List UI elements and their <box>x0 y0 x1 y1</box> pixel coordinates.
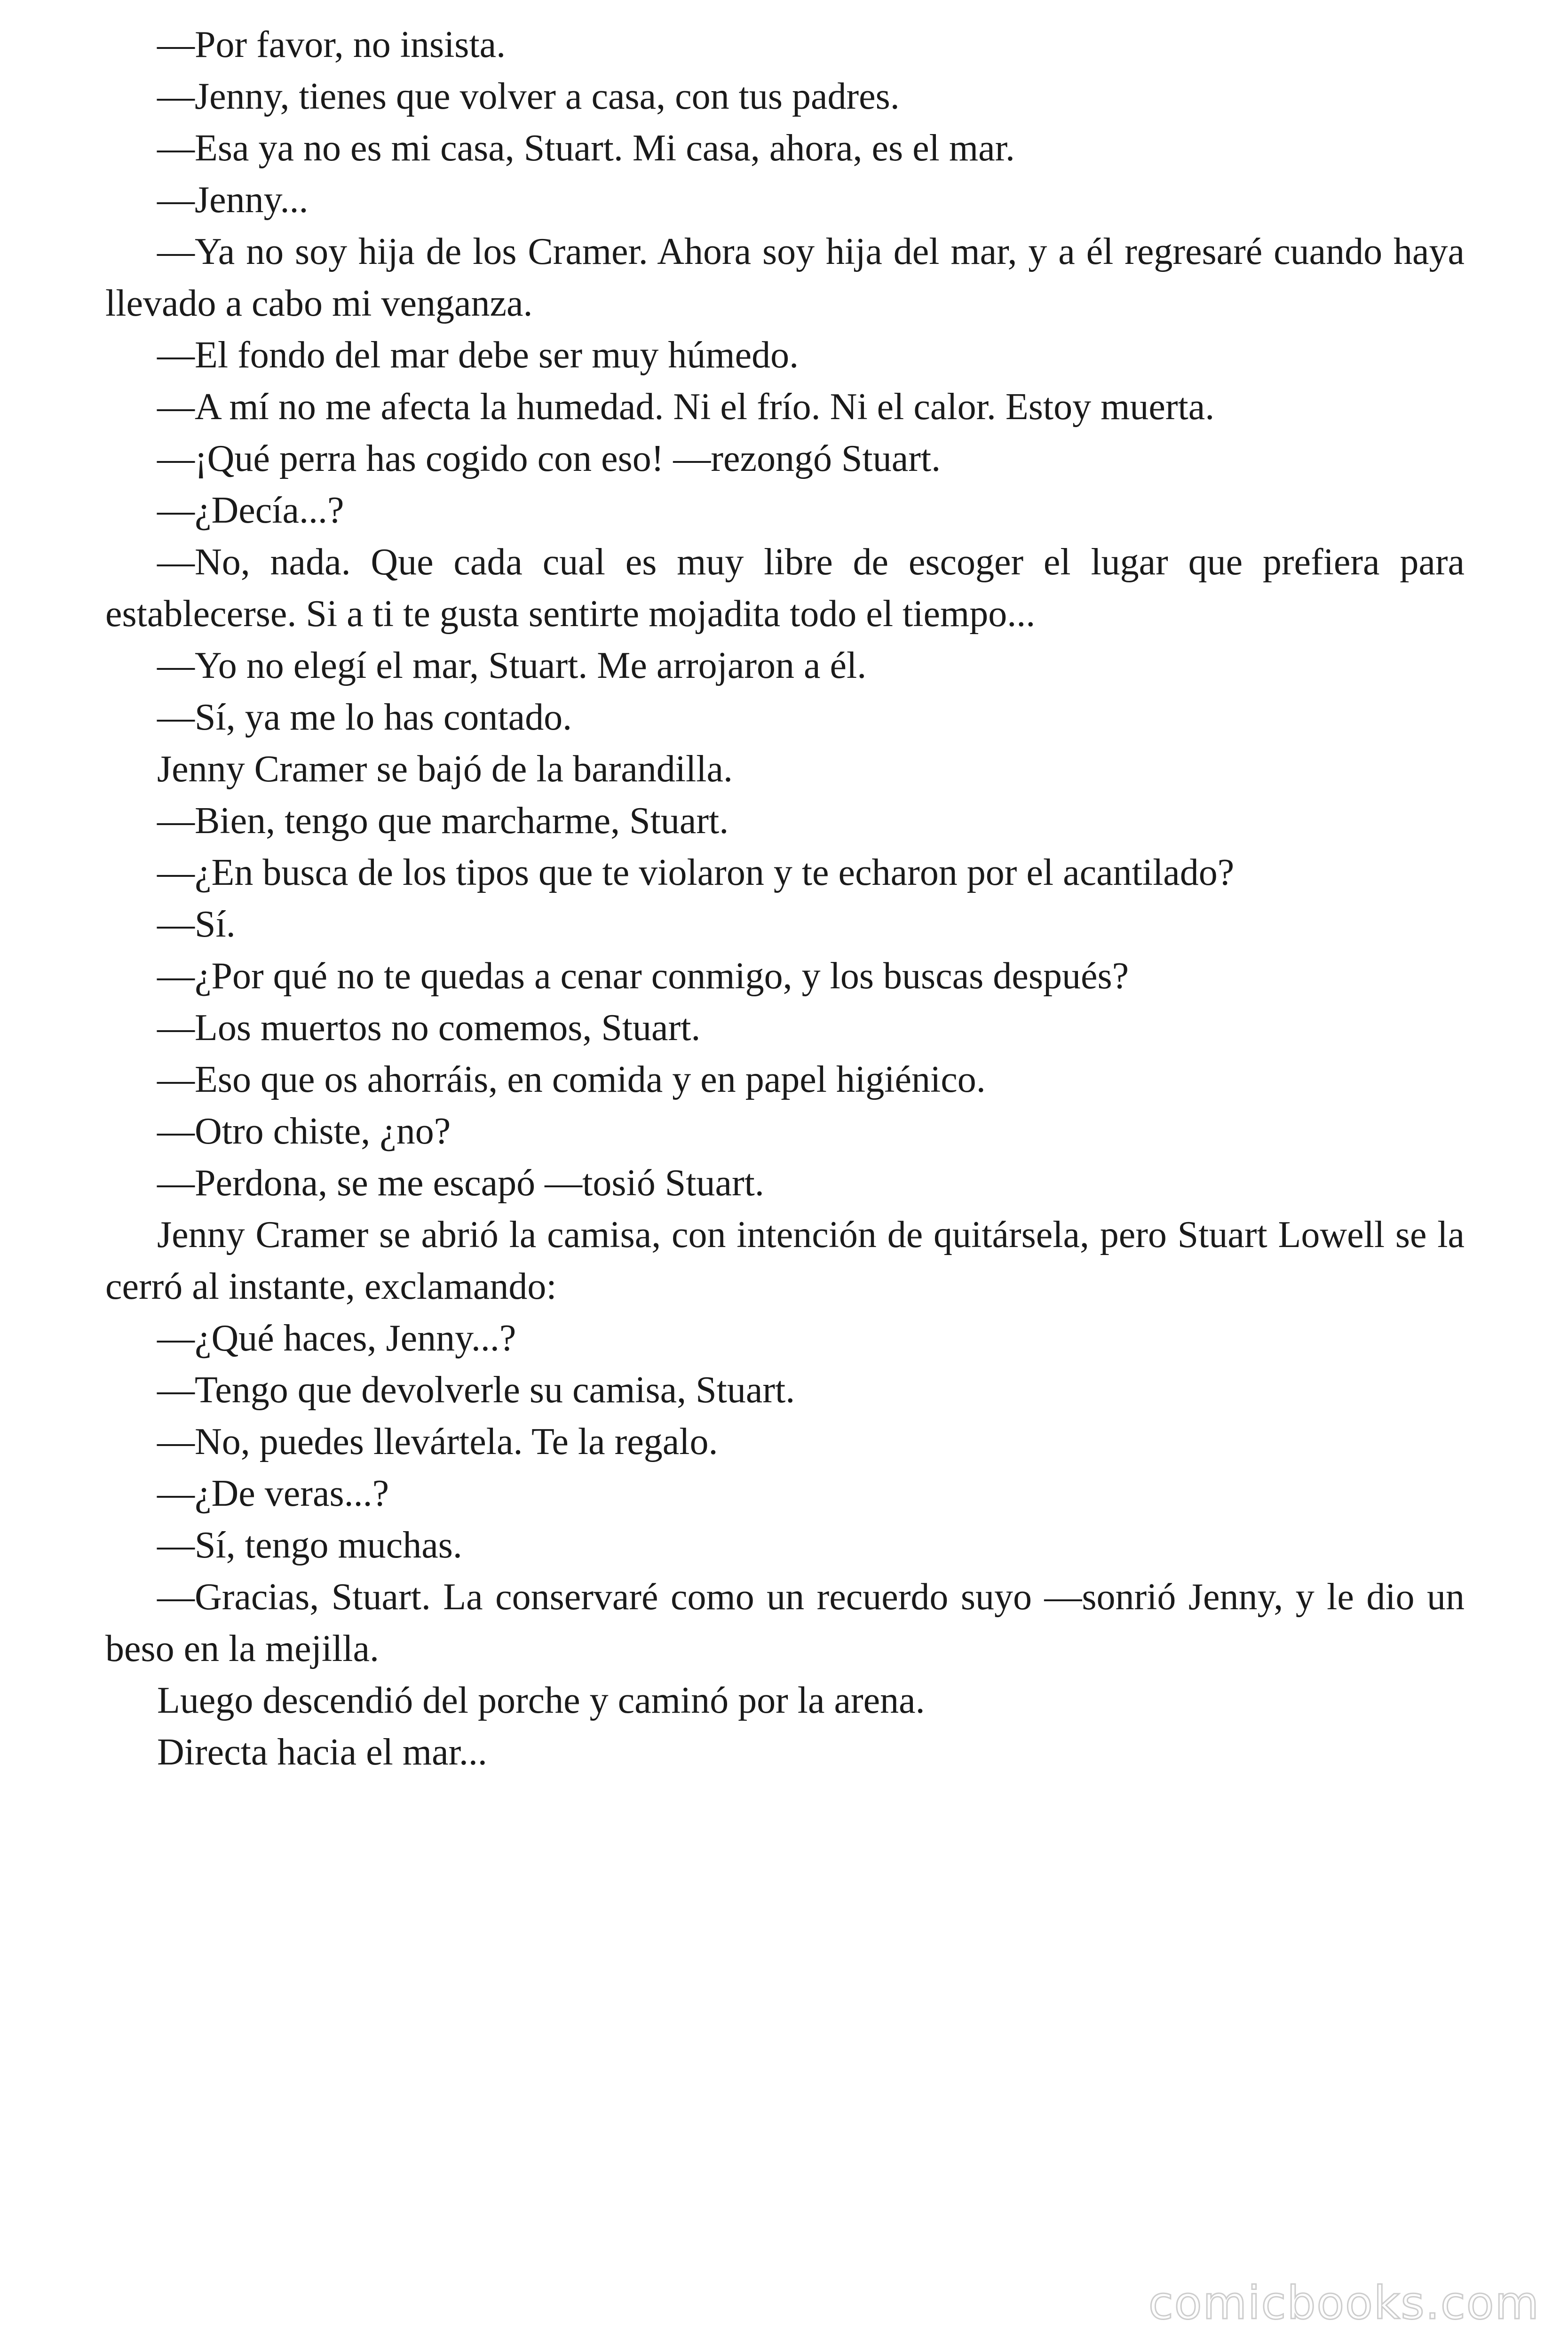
paragraph: —Otro chiste, ¿no? <box>157 1111 451 1152</box>
paragraph: —El fondo del mar debe ser muy húmedo. <box>157 334 799 376</box>
paragraph: —Gracias, Stuart. La conservaré como un recuerdo suyo —sonrió Jenny, y le dio un beso en la mejilla. <box>105 1576 1465 1669</box>
paragraph: —Esa ya no es mi casa, Stuart. Mi casa, ahora, es el mar. <box>157 127 1015 169</box>
paragraph: —A mí no me afecta la humedad. Ni el frío. Ni el calor. Estoy muerta. <box>157 386 1215 428</box>
paragraph: —Tengo que devolverle su camisa, Stuart. <box>157 1369 795 1411</box>
paragraph: —Sí, ya me lo has contado. <box>157 697 572 738</box>
page-text <box>105 19 1465 1778</box>
paragraph: —Por favor, no insista. <box>157 24 506 65</box>
paragraph: —¿Por qué no te quedas a cenar conmigo, y los buscas después? <box>157 955 1129 997</box>
paragraph: —¿En busca de los tipos que te violaron y te echaron por el acantilado? <box>157 852 1235 893</box>
paragraph: —Bien, tengo que marcharme, Stuart. <box>157 800 729 842</box>
paragraph: Luego descendió del porche y caminó por la arena. <box>157 1680 925 1721</box>
paragraph: —Eso que os ahorráis, en comida y en papel higiénico. <box>157 1059 986 1100</box>
paragraph: —No, puedes llevártela. Te la regalo. <box>157 1421 718 1462</box>
paragraph: Directa hacia el mar... <box>157 1732 487 1773</box>
paragraph: —Sí, tengo muchas. <box>157 1525 462 1566</box>
paragraph: —No, nada. Que cada cual es muy libre de escoger el lugar que prefiera para establecerse. Si a ti te gusta sentirte mojadita todo el tiempo... <box>105 541 1465 635</box>
paragraph: —Sí. <box>157 904 236 945</box>
paragraph: —¿Decía...? <box>157 490 344 531</box>
paragraph: —Ya no soy hija de los Cramer. Ahora soy hija del mar, y a él regresaré cuando haya llevado a cabo mi venganza. <box>105 231 1465 324</box>
paragraph: —¡Qué perra has cogido con eso! —rezongó Stuart. <box>157 438 941 479</box>
paragraph: —Jenny... <box>157 179 309 221</box>
paragraph: —¿Qué haces, Jenny...? <box>157 1318 516 1359</box>
paragraph: —¿De veras...? <box>157 1473 389 1514</box>
paragraph: Jenny Cramer se bajó de la barandilla. <box>157 748 733 790</box>
paragraph: —Yo no elegí el mar, Stuart. Me arrojaron a él. <box>157 645 867 686</box>
paragraph: —Jenny, tienes que volver a casa, con tus padres. <box>157 76 900 117</box>
watermark: comicbooks.com <box>1148 2277 1540 2329</box>
paragraph: —Perdona, se me escapó —tosió Stuart. <box>157 1162 764 1204</box>
paragraph: Jenny Cramer se abrió la camisa, con intención de quitársela, pero Stuart Lowell se la cerró al instante, exclamando: <box>105 1214 1465 1307</box>
paragraph: —Los muertos no comemos, Stuart. <box>157 1007 701 1049</box>
